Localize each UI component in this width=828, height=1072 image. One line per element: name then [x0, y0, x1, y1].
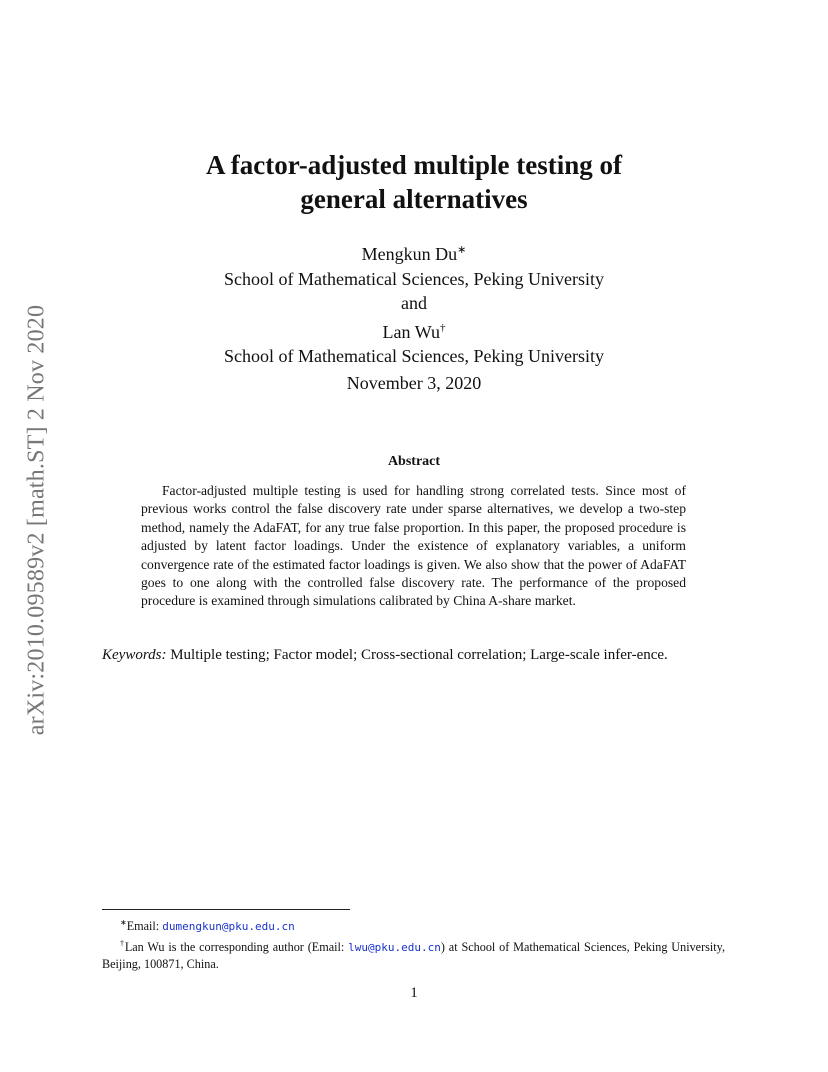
authors-conjunction: and: [401, 293, 427, 313]
footnote-1-prefix: Email:: [126, 919, 163, 934]
title-line-2: general alternatives: [300, 184, 528, 214]
author-2-mark: †: [439, 321, 446, 334]
footnote-2-suffix: ) at School of Mathematical Sciences, Peking University, Beijing, 100871, China.: [102, 940, 726, 972]
abstract-heading: Abstract: [387, 454, 441, 469]
author-1-affiliation: School of Mathematical Sciences, Peking University: [224, 268, 604, 289]
keywords-text: Multiple testing; Factor model; Cross-sectional correlation; Large-scale infer-ence.: [170, 647, 668, 663]
arxiv-identifier: arXiv:2010.09589v2 [math.ST] 2 Nov 2020: [23, 304, 50, 736]
author-block: [0, 238, 828, 369]
footnotes: [102, 914, 725, 973]
footnote-2-prefix: Lan Wu is the corresponding author (Email:: [124, 940, 349, 955]
footnote-1-email-link[interactable]: dumengkun@pku.edu.cn: [162, 920, 295, 934]
footnote-2: [102, 935, 725, 973]
paper-title: [0, 148, 828, 216]
author-2: [0, 316, 828, 345]
abstract-body: Factor-adjusted multiple testing is used for handling strong correlated tests. Since most of previous works control the false discovery rate under sparse alternatives, we develop a two-step method, namely the AdaFAT, for any true false proportion. In this paper, the proposed procedure is adjusted by latent factor loadings. Under the existence of explanatory variables, a uniform convergence rate of the estimated factor loadings is given. We also show that the power of AdaFAT goes to one along with the controlled false discovery rate. The performance of the proposed procedure is examined through simulations calibrated by China A-share market.: [141, 483, 686, 609]
keywords: [102, 645, 725, 665]
footnote-1-mark: ∗: [120, 918, 127, 927]
page-number: 1: [410, 985, 418, 1001]
author-2-affiliation: School of Mathematical Sciences, Peking University: [224, 346, 604, 366]
author-1-mark: ∗: [457, 244, 467, 256]
footnote-2-mark: †: [120, 939, 125, 949]
footnote-2-email-link[interactable]: lwu@pku.edu.cn: [348, 941, 441, 955]
author-2-name: Lan Wu: [382, 321, 440, 342]
author-1: [0, 238, 828, 267]
footnote-divider: [102, 909, 350, 910]
title-line-1: A factor-adjusted multiple testing of: [206, 150, 622, 180]
author-1-name: Mengkun Du: [361, 244, 458, 264]
paper-date: November 3, 2020: [346, 373, 482, 393]
footnote-1: [102, 914, 725, 935]
keywords-label: Keywords:: [102, 647, 167, 663]
